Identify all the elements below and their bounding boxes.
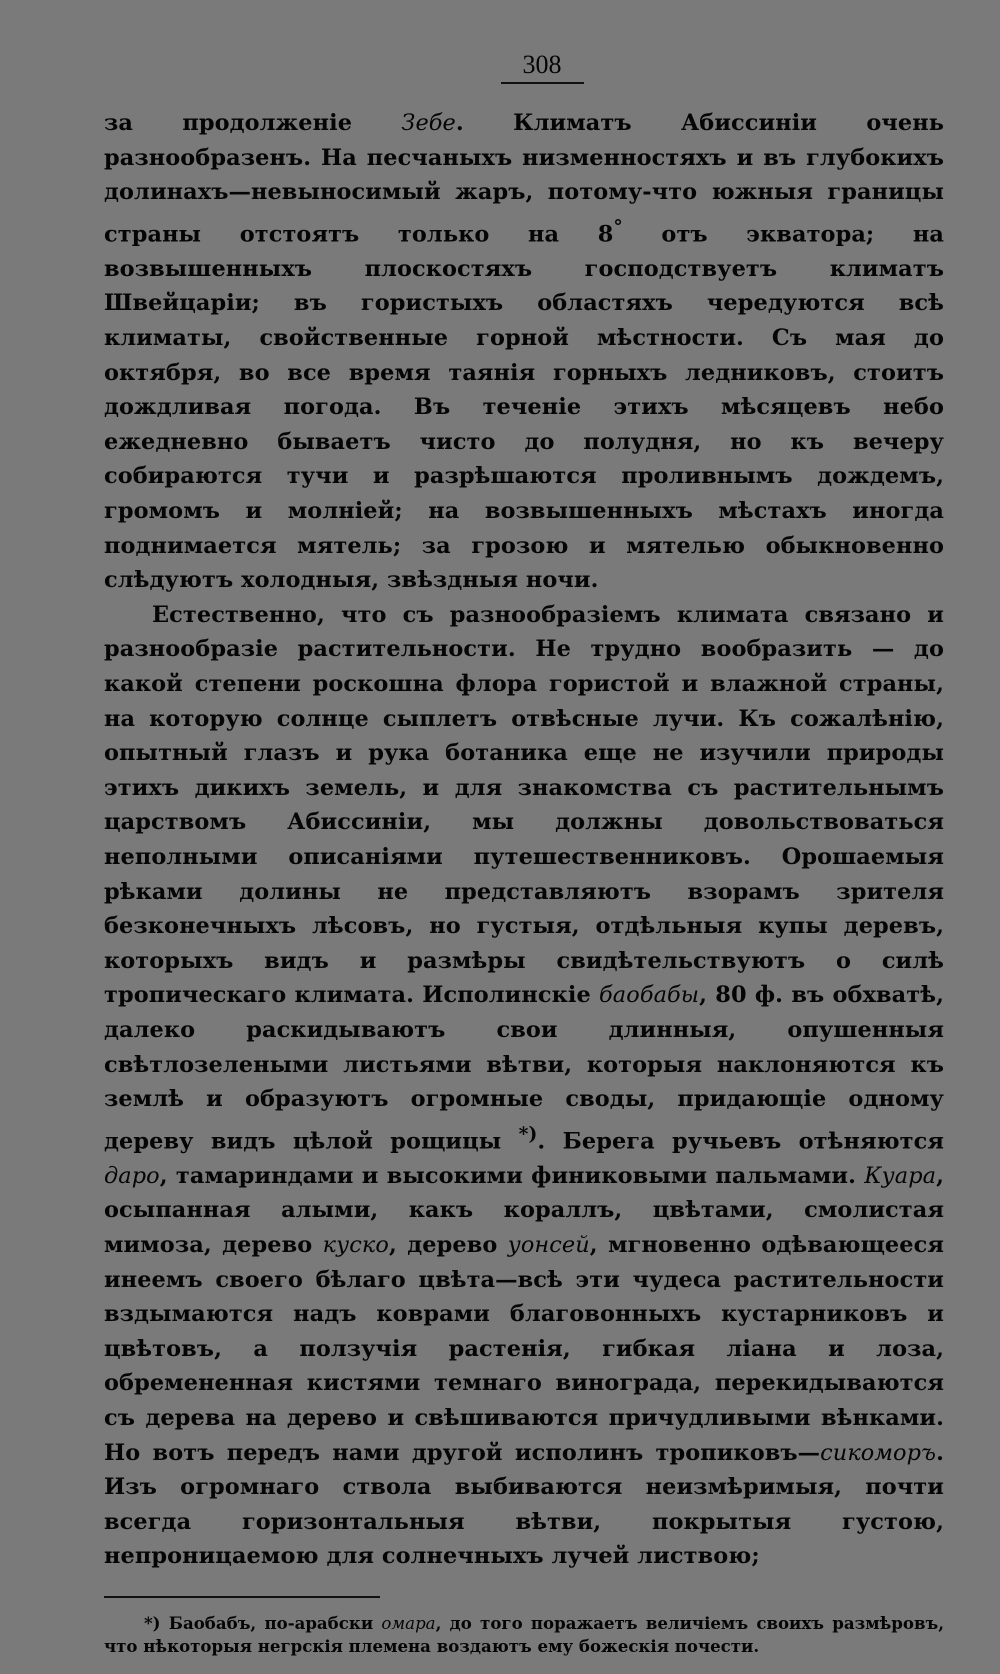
footnote-reference[interactable]: *)	[518, 1122, 538, 1145]
text-run: , осыпанная алыми, какъ кораллъ, цвѣтами, смолистая мимоза, дерево	[104, 1162, 944, 1258]
text-run: , тамариндами и высокими финиковыми пальмами.	[159, 1162, 865, 1189]
text-run: . Берега ручьевъ отѣняются	[537, 1128, 944, 1155]
page-header	[104, 48, 944, 84]
italic-term: куско	[322, 1231, 389, 1258]
italic-term: сикоморъ	[820, 1439, 937, 1466]
text-run: за продолженіе	[104, 110, 402, 136]
body-text	[104, 106, 944, 1574]
book-page	[104, 48, 944, 1674]
degree-sign: °	[613, 215, 623, 238]
page-number: 308	[501, 48, 584, 84]
text-run: отъ экватора; на возвышенныхъ плоскостяхъ господствуетъ климатъ Швейцаріи; въ гористыхъ областяхъ чередуются всѣ климаты, свойственные горной мѣстности. Съ мая до октября, во все время таянія горныхъ ледниковъ, стоитъ дождливая погода. Въ теченіе этихъ мѣсяцевъ небо ежедневно бываетъ чисто до полудня, но къ вечеру собираются тучи и разрѣшаются проливнымъ дождемъ, громомъ и молніей; на возвышенныхъ мѣстахъ иногда поднимается мятель; за грозою и мятелью обыкновенно слѣдуютъ холодныя, звѣздныя ночи.	[104, 221, 944, 594]
text-run: . Климатъ Абиссиніи очень разнообразенъ. На песчаныхъ низменностяхъ и въ глубокихъ долинахъ—невыносимый жаръ, потому-что южныя границы страны отстоятъ только на 8	[104, 110, 944, 248]
text-run: , до того поражаетъ величіемъ своихъ размѣровъ, что нѣкоторыя негрскія племена воздаютъ ему божескія почести.	[104, 1612, 944, 1656]
footnote	[104, 1612, 944, 1658]
footnote-mark: *)	[144, 1612, 161, 1633]
italic-term: даро	[104, 1162, 160, 1189]
italic-term: омара	[381, 1613, 436, 1633]
italic-term: Зебе	[401, 110, 456, 136]
italic-term: Куара	[864, 1162, 937, 1189]
paragraph-vegetation	[104, 598, 944, 1574]
text-run: , дерево	[388, 1231, 508, 1258]
italic-term: уонсей	[507, 1231, 590, 1258]
paragraph-climate	[104, 106, 944, 598]
text-run: Естественно, что съ разнообразіемъ климата связано и разнообразіе растительности. Не трудно вообразить — до какой степени роскошна флора гористой и влажной страны, на которую солнце сыплетъ отвѣсные лучи. Къ сожалѣнію, опытный глазъ и рука ботаника еще не изучили природы этихъ дикихъ земель, и для знакомства съ растительнымъ царствомъ Абиссиніи, мы должны довольствоваться неполными описаніями путешественниковъ. Орошаемыя рѣками долины не представляютъ взорамъ зрителя безконечныхъ лѣсовъ, но густыя, отдѣльныя купы деревъ, которыхъ видъ и размѣры свидѣтельствуютъ о силѣ тропическаго климата. Исполинскіе	[104, 601, 944, 1009]
italic-term: баобабы	[599, 982, 700, 1009]
footnote-divider	[104, 1596, 380, 1598]
text-run: . Изъ огромнаго ствола выбиваются неизмѣримыя, почти всегда горизонтальныя вѣтви, покрытыя густою, непроницаемою для солнечныхъ лучей листвою;	[104, 1439, 944, 1570]
text-run: , 80 ф. въ обхватѣ, далеко раскидываютъ свои длинныя, опушенныя свѣтлозелеными листьями вѣтви, которыя наклоняются къ землѣ и образуютъ огромные своды, придающіе одному дереву видъ цѣлой рощицы	[104, 982, 944, 1155]
text-run: , мгновенно одѣвающееся инеемъ своего бѣлаго цвѣта—всѣ эти чудеса растительности вздымаются надъ коврами благовонныхъ кустарниковъ и цвѣтовъ, а ползучія растенія, гибкая ліана и лоза, обремененная кистями темнаго винограда, перекидываются съ дерева на дерево и свѣшиваются причудливыми вѣнками. Но вотъ передъ нами другой исполинъ тропиковъ—	[104, 1231, 944, 1466]
text-run: Баобабъ, по-арабски	[160, 1612, 382, 1633]
